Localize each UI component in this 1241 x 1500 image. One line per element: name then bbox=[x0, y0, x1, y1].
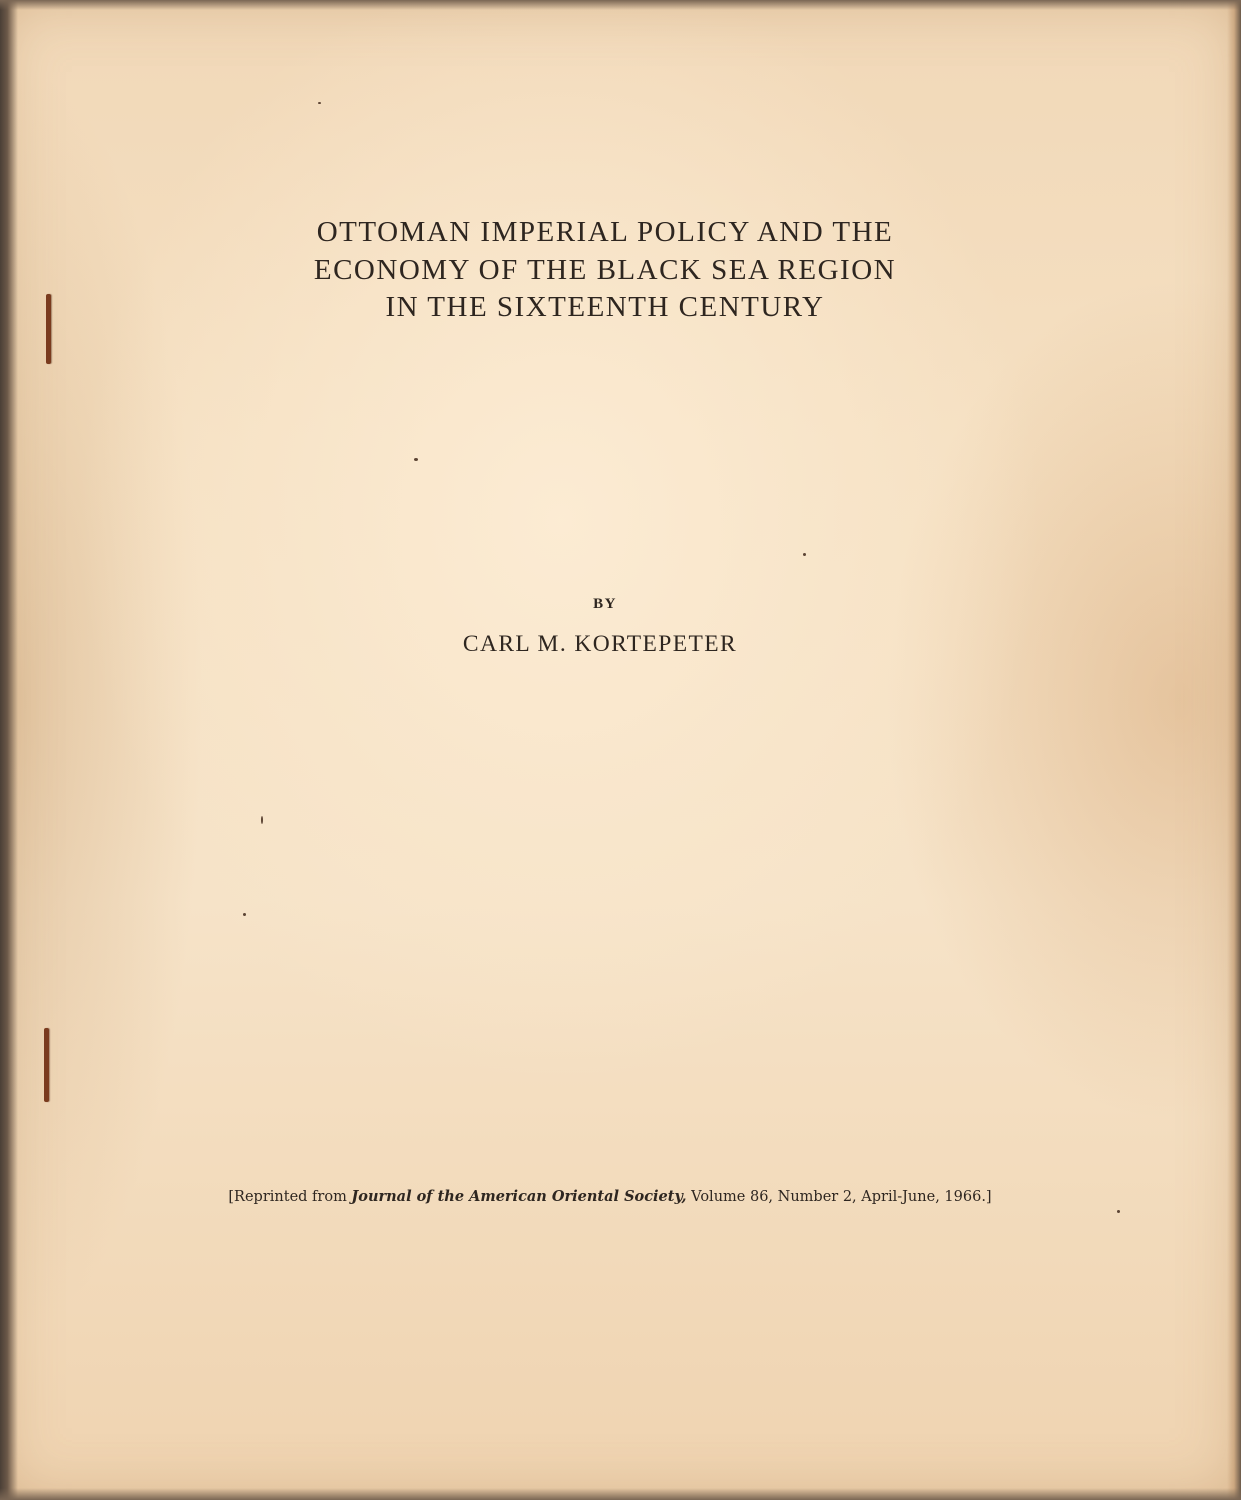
right-edge-shadow bbox=[1227, 0, 1241, 1500]
document-title bbox=[200, 214, 1010, 327]
staple-bottom bbox=[44, 1028, 49, 1102]
reprint-notice bbox=[180, 1188, 1040, 1205]
author-name: CARL M. KORTEPETER bbox=[462, 631, 738, 657]
title-line-2: ECONOMY OF THE BLACK SEA REGION bbox=[313, 253, 897, 286]
journal-name: Journal of the American Oriental Society, bbox=[351, 1188, 687, 1205]
paper-speck bbox=[803, 553, 806, 556]
paper-speck bbox=[261, 816, 263, 824]
paper-speck bbox=[318, 102, 321, 104]
top-edge-shadow bbox=[0, 0, 1241, 10]
title-line-1: OTTOMAN IMPERIAL POLICY AND THE bbox=[316, 216, 894, 248]
staple-top bbox=[46, 294, 51, 364]
paper-speck bbox=[1117, 1210, 1120, 1213]
bottom-edge-shadow bbox=[0, 1488, 1241, 1500]
paper-speck bbox=[414, 458, 418, 461]
paper-speck bbox=[243, 913, 246, 916]
reprint-prefix: [Reprinted from bbox=[228, 1189, 352, 1205]
byline-label: BY bbox=[593, 596, 617, 612]
left-edge-shadow bbox=[0, 0, 18, 1500]
reprint-suffix: Volume 86, Number 2, April-June, 1966.] bbox=[686, 1189, 992, 1205]
title-line-3: IN THE SIXTEENTH CENTURY bbox=[385, 291, 825, 323]
